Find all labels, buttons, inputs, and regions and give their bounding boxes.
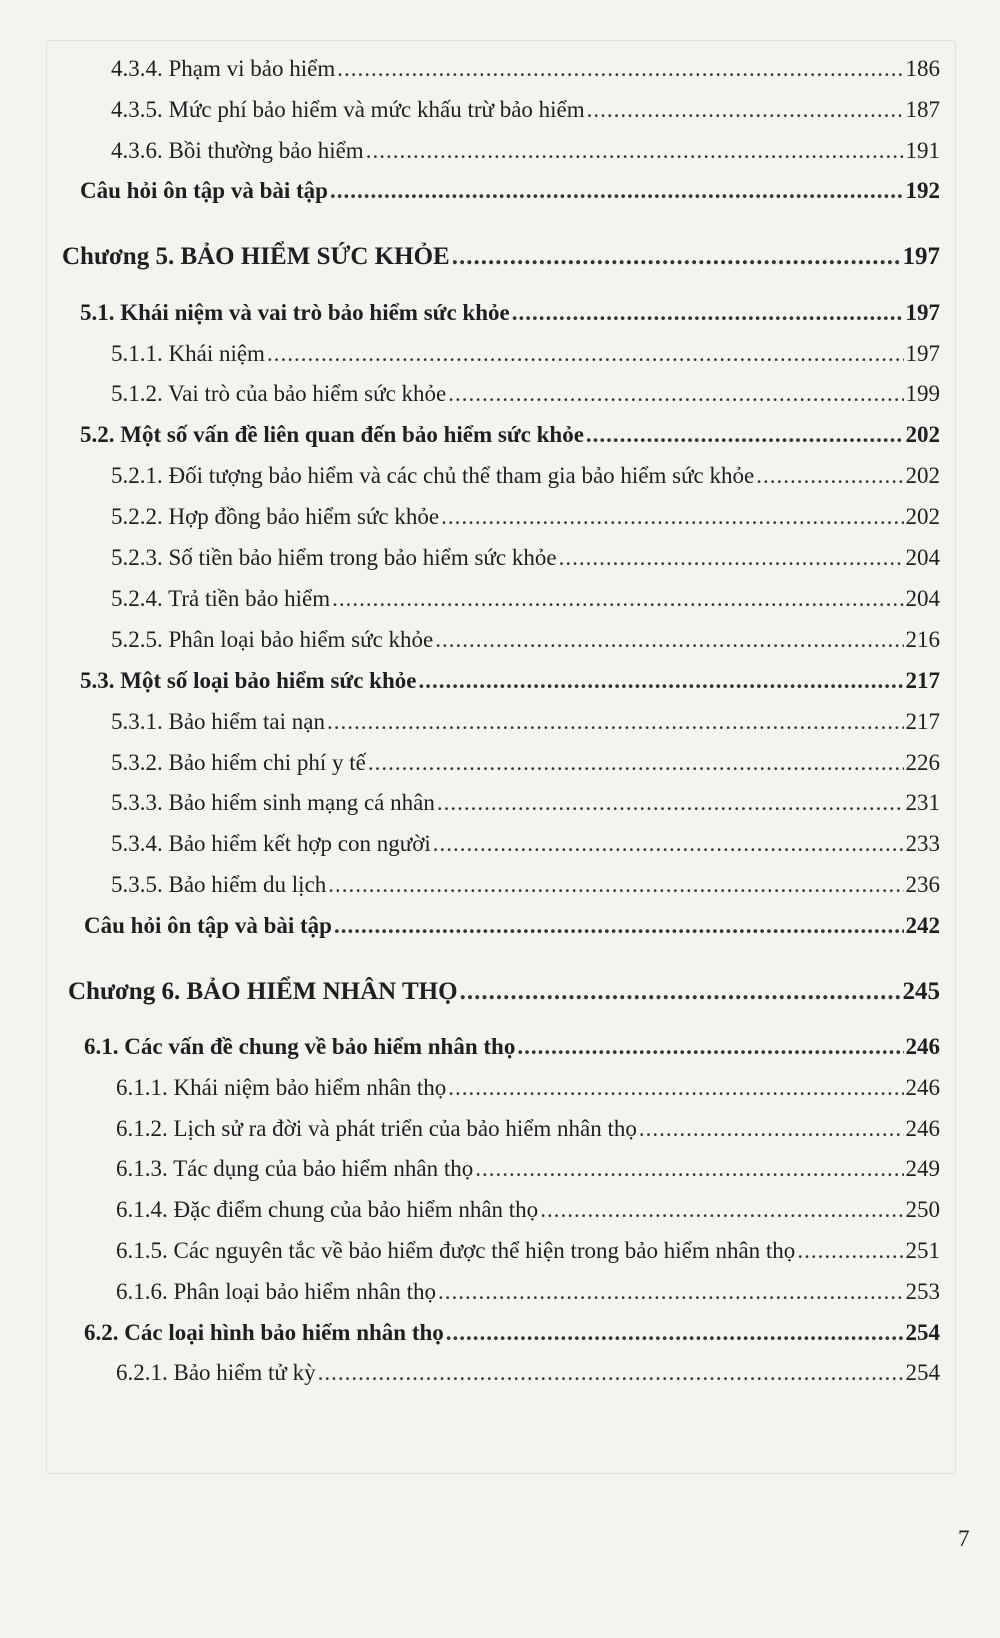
toc-page-number: 254 xyxy=(905,1320,940,1345)
toc-page-number: 199 xyxy=(905,381,940,406)
dot-leader xyxy=(559,543,904,573)
toc-page-number: 246 xyxy=(905,1116,940,1141)
toc-subsection xyxy=(111,748,940,778)
dot-leader xyxy=(452,242,901,272)
toc-section xyxy=(80,298,940,328)
toc-title: 6.1.1. Khái niệm bảo hiểm nhân thọ xyxy=(116,1075,447,1100)
dot-leader xyxy=(586,420,904,450)
toc-subsection xyxy=(116,1073,940,1103)
toc-page-number: 186 xyxy=(905,56,940,81)
toc-title: 6.1.3. Tác dụng của bảo hiểm nhân thọ xyxy=(116,1156,474,1181)
toc-title: 5.2.1. Đối tượng bảo hiểm và các chủ thể tham gia bảo hiểm sức khỏe xyxy=(111,463,755,488)
toc-title: 6.2. Các loại hình bảo hiểm nhân thọ xyxy=(84,1320,444,1345)
toc-page-number: 197 xyxy=(905,300,940,325)
toc-page-number: 204 xyxy=(905,545,940,570)
dot-leader xyxy=(639,1114,904,1144)
toc-page-number: 216 xyxy=(905,627,940,652)
toc-page-number: 217 xyxy=(905,709,940,734)
toc-subsection xyxy=(111,584,940,614)
toc-subsection xyxy=(111,339,940,369)
toc-page-number: 245 xyxy=(902,978,940,1005)
toc-title: 5.2.5. Phân loại bảo hiểm sức khỏe xyxy=(111,627,434,652)
dot-leader xyxy=(334,911,904,941)
dot-leader xyxy=(441,502,903,532)
toc-subsection xyxy=(111,625,940,655)
toc-page-number: 246 xyxy=(905,1034,940,1059)
dot-leader xyxy=(587,95,904,125)
dot-leader xyxy=(540,1195,903,1225)
toc-title: 5.3. Một số loại bảo hiểm sức khỏe xyxy=(80,668,417,693)
toc-page-number: 233 xyxy=(905,831,940,856)
dot-leader xyxy=(438,1277,903,1307)
dot-leader xyxy=(328,870,903,900)
toc-title: 6.1.6. Phân loại bảo hiểm nhân thọ xyxy=(116,1279,437,1304)
toc-page-number: 236 xyxy=(905,872,940,897)
toc-page-number: 249 xyxy=(905,1156,940,1181)
dot-leader xyxy=(460,977,901,1007)
toc-page-number: 253 xyxy=(905,1279,940,1304)
dot-leader xyxy=(435,625,903,655)
toc-title: 5.1.1. Khái niệm xyxy=(111,341,265,366)
toc-title: 5.2. Một số vấn đề liên quan đến bảo hiểm sức khỏe xyxy=(80,422,584,447)
toc-subsection xyxy=(111,788,940,818)
toc-title: 5.1. Khái niệm và vai trò bảo hiểm sức khỏe xyxy=(80,300,510,325)
toc-title: 5.2.2. Hợp đồng bảo hiểm sức khỏe xyxy=(111,504,440,529)
dot-leader xyxy=(418,666,903,696)
toc-page-number: 204 xyxy=(905,586,940,611)
toc-title: 6.2.1. Bảo hiểm tử kỳ xyxy=(116,1360,316,1385)
dot-leader xyxy=(448,1073,903,1103)
toc-section xyxy=(84,1318,940,1348)
toc-page-number: 192 xyxy=(905,178,940,203)
dot-leader xyxy=(797,1236,903,1266)
dot-leader xyxy=(327,707,904,737)
dot-leader xyxy=(337,54,903,84)
toc-page-number: 202 xyxy=(905,463,940,488)
dot-leader xyxy=(368,748,904,778)
dot-leader xyxy=(267,339,904,369)
toc-title: 6.1.5. Các nguyên tắc về bảo hiểm được thể hiện trong bảo hiểm nhân thọ xyxy=(116,1238,796,1263)
dot-leader xyxy=(475,1154,903,1184)
toc-page-number: 226 xyxy=(905,750,940,775)
toc-page-number: 197 xyxy=(902,243,940,270)
toc-title: 5.2.4. Trả tiền bảo hiểm xyxy=(111,586,331,611)
toc-subsection xyxy=(116,1114,940,1144)
dot-leader xyxy=(512,298,904,328)
toc-subsection xyxy=(111,461,940,491)
dot-leader xyxy=(332,584,903,614)
toc-page-number: 231 xyxy=(905,790,940,815)
dot-leader xyxy=(446,1318,904,1348)
toc-page-number: 187 xyxy=(905,97,940,122)
dot-leader xyxy=(330,176,904,206)
dot-leader xyxy=(366,136,904,166)
toc-title: 4.3.5. Mức phí bảo hiểm và mức khấu trừ bảo hiểm xyxy=(111,97,585,122)
toc-section xyxy=(84,911,940,941)
toc-title: 5.3.1. Bảo hiểm tai nạn xyxy=(111,709,325,734)
toc-title: 5.2.3. Số tiền bảo hiểm trong bảo hiểm sức khỏe xyxy=(111,545,557,570)
toc-subsection xyxy=(116,1195,940,1225)
toc-subsection xyxy=(116,1236,940,1266)
toc-page-number: 246 xyxy=(905,1075,940,1100)
toc-page-number: 250 xyxy=(905,1197,940,1222)
dot-leader xyxy=(448,379,903,409)
toc-subsection xyxy=(116,1277,940,1307)
toc-page-number: 251 xyxy=(905,1238,940,1263)
toc-title: 4.3.6. Bồi thường bảo hiểm xyxy=(111,138,364,163)
toc-section xyxy=(80,666,940,696)
page-number: 7 xyxy=(958,1526,970,1551)
toc-title: Câu hỏi ôn tập và bài tập xyxy=(80,178,328,203)
toc-title: 5.3.3. Bảo hiểm sinh mạng cá nhân xyxy=(111,790,435,815)
toc-subsection xyxy=(116,1358,940,1388)
toc-title: 6.1.2. Lịch sử ra đời và phát triển của bảo hiểm nhân thọ xyxy=(116,1116,637,1141)
toc-chapter xyxy=(68,977,940,1007)
toc-section xyxy=(80,420,940,450)
dot-leader xyxy=(318,1358,904,1388)
toc-subsection xyxy=(111,870,940,900)
toc-subsection xyxy=(111,707,940,737)
toc-title: 5.3.2. Bảo hiểm chi phí y tế xyxy=(111,750,366,775)
toc-title: 5.1.2. Vai trò của bảo hiểm sức khỏe xyxy=(111,381,447,406)
dot-leader xyxy=(756,461,903,491)
toc-subsection xyxy=(116,1154,940,1184)
toc-page-number: 254 xyxy=(905,1360,940,1385)
toc-subsection xyxy=(111,543,940,573)
toc-title: Chương 5. BẢO HIỂM SỨC KHỎE xyxy=(62,243,450,270)
toc-section xyxy=(80,176,940,206)
toc-section xyxy=(84,1032,940,1062)
toc-title: 6.1.4. Đặc điểm chung của bảo hiểm nhân thọ xyxy=(116,1197,539,1222)
toc-title: 5.3.4. Bảo hiểm kết hợp con người xyxy=(111,831,431,856)
toc-subsection xyxy=(111,379,940,409)
toc-title: 4.3.4. Phạm vi bảo hiểm xyxy=(111,56,336,81)
toc-page-number: 202 xyxy=(905,422,940,447)
toc-title: 5.3.5. Bảo hiểm du lịch xyxy=(111,872,327,897)
toc-page-number: 217 xyxy=(905,668,940,693)
toc-subsection xyxy=(111,54,940,84)
toc-title: Câu hỏi ôn tập và bài tập xyxy=(84,913,332,938)
toc-subsection xyxy=(111,502,940,532)
toc-title: Chương 6. BẢO HIỂM NHÂN THỌ xyxy=(68,978,458,1005)
toc-chapter xyxy=(62,242,940,272)
toc-subsection xyxy=(111,95,940,125)
toc-subsection xyxy=(111,829,940,859)
toc-subsection xyxy=(111,136,940,166)
dot-leader xyxy=(517,1032,903,1062)
toc-page-number: 202 xyxy=(905,504,940,529)
dot-leader xyxy=(437,788,904,818)
toc-page-number: 242 xyxy=(905,913,940,938)
toc-page-number: 197 xyxy=(905,341,940,366)
toc-page-number: 191 xyxy=(905,138,940,163)
dot-leader xyxy=(433,829,904,859)
toc-title: 6.1. Các vấn đề chung về bảo hiểm nhân thọ xyxy=(84,1034,516,1059)
